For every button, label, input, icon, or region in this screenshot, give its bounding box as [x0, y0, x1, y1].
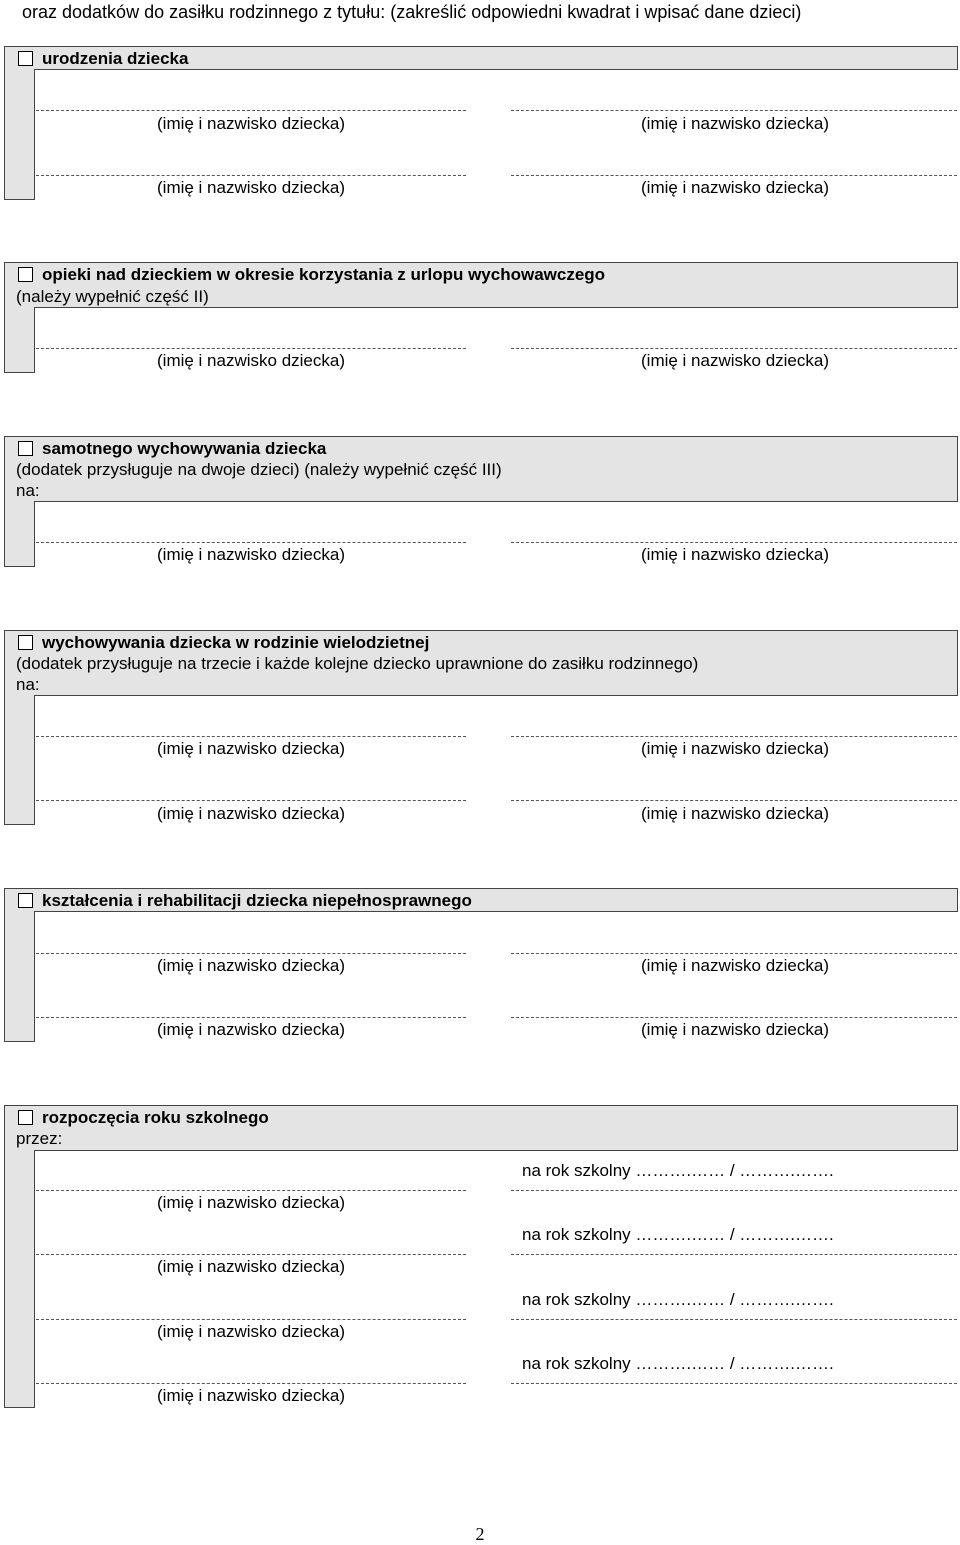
name-line[interactable]: [511, 736, 957, 737]
school-year-line: [511, 1190, 957, 1191]
child-name-caption: (imię i nazwisko dziecka): [641, 351, 829, 370]
name-line[interactable]: [511, 953, 957, 954]
name-line[interactable]: [36, 800, 466, 801]
name-line[interactable]: [36, 1383, 466, 1384]
child-name-caption: (imię i nazwisko dziecka): [641, 956, 829, 975]
name-line[interactable]: [511, 542, 957, 543]
school-year-line: [511, 1383, 957, 1384]
name-line[interactable]: [36, 1190, 466, 1191]
name-line[interactable]: [36, 1319, 466, 1320]
child-name-caption: (imię i nazwisko dziecka): [157, 178, 345, 197]
child-name-caption: (imię i nazwisko dziecka): [157, 114, 345, 133]
school-year-line: [511, 1254, 957, 1255]
name-line[interactable]: [36, 1017, 466, 1018]
name-line[interactable]: [511, 348, 957, 349]
child-name-caption: (imię i nazwisko dziecka): [641, 739, 829, 758]
name-line[interactable]: [36, 110, 466, 111]
section-title: urodzenia dziecka: [42, 49, 189, 68]
name-line[interactable]: [36, 953, 466, 954]
checkbox-disabled-child[interactable]: [18, 893, 33, 908]
child-name-caption: (imię i nazwisko dziecka): [157, 545, 345, 564]
school-year-line: [511, 1319, 957, 1320]
child-name-caption: (imię i nazwisko dziecka): [157, 1322, 345, 1341]
section-note-przez: przez:: [16, 1129, 63, 1148]
school-year-field[interactable]: na rok szkolny ……….…… / ……….…….: [522, 1225, 834, 1244]
child-name-caption: (imię i nazwisko dziecka): [641, 178, 829, 197]
child-name-caption: (imię i nazwisko dziecka): [641, 804, 829, 823]
section-note: (dodatek przysługuje na trzecie i każde kolejne dziecko uprawnione do zasiłku rodzinnego): [16, 654, 699, 673]
name-line[interactable]: [36, 542, 466, 543]
child-name-caption: (imię i nazwisko dziecka): [641, 114, 829, 133]
section-title: rozpoczęcia roku szkolnego: [42, 1108, 269, 1127]
intro-text: oraz dodatków do zasiłku rodzinnego z tytułu: (zakreślić odpowiedni kwadrat i wpisać dane dzieci): [22, 2, 802, 22]
school-year-field[interactable]: na rok szkolny ……….…… / ……….…….: [522, 1354, 834, 1373]
section-large-family: [4, 630, 958, 825]
name-line[interactable]: [36, 736, 466, 737]
checkbox-birth[interactable]: [18, 51, 33, 66]
name-line[interactable]: [511, 110, 957, 111]
child-name-caption: (imię i nazwisko dziecka): [157, 1193, 345, 1212]
section-note-na: na:: [16, 481, 40, 500]
child-name-caption: (imię i nazwisko dziecka): [157, 1386, 345, 1405]
section-title: samotnego wychowywania dziecka: [42, 439, 327, 458]
child-name-caption: (imię i nazwisko dziecka): [641, 545, 829, 564]
checkbox-single-parent[interactable]: [18, 441, 33, 456]
name-line[interactable]: [511, 800, 957, 801]
section-title: wychowywania dziecka w rodzinie wielodzietnej: [42, 633, 430, 652]
child-name-caption: (imię i nazwisko dziecka): [157, 351, 345, 370]
child-name-caption: (imię i nazwisko dziecka): [157, 1020, 345, 1039]
name-line[interactable]: [36, 175, 466, 176]
checkbox-childcare-leave[interactable]: [18, 267, 33, 282]
name-line[interactable]: [511, 1017, 957, 1018]
section-note-na: na:: [16, 675, 40, 694]
section-note: (należy wypełnić część II): [16, 287, 209, 306]
section-note: (dodatek przysługuje na dwoje dzieci) (należy wypełnić część III): [16, 460, 502, 479]
school-year-field[interactable]: na rok szkolny ……….…… / ……….…….: [522, 1290, 834, 1309]
child-name-caption: (imię i nazwisko dziecka): [157, 739, 345, 758]
section-title: kształcenia i rehabilitacji dziecka niepełnosprawnego: [42, 891, 472, 910]
child-name-caption: (imię i nazwisko dziecka): [157, 1257, 345, 1276]
school-year-field[interactable]: na rok szkolny ……….…… / ……….…….: [522, 1161, 834, 1180]
name-line[interactable]: [36, 348, 466, 349]
name-line[interactable]: [511, 175, 957, 176]
checkbox-large-family[interactable]: [18, 635, 33, 650]
section-title: opieki nad dzieckiem w okresie korzystania z urlopu wychowawczego: [42, 265, 606, 284]
name-line[interactable]: [36, 1254, 466, 1255]
page-number: 2: [475, 1524, 485, 1544]
child-name-caption: (imię i nazwisko dziecka): [157, 804, 345, 823]
child-name-caption: (imię i nazwisko dziecka): [157, 956, 345, 975]
child-name-caption: (imię i nazwisko dziecka): [641, 1020, 829, 1039]
checkbox-school-year[interactable]: [18, 1110, 33, 1125]
